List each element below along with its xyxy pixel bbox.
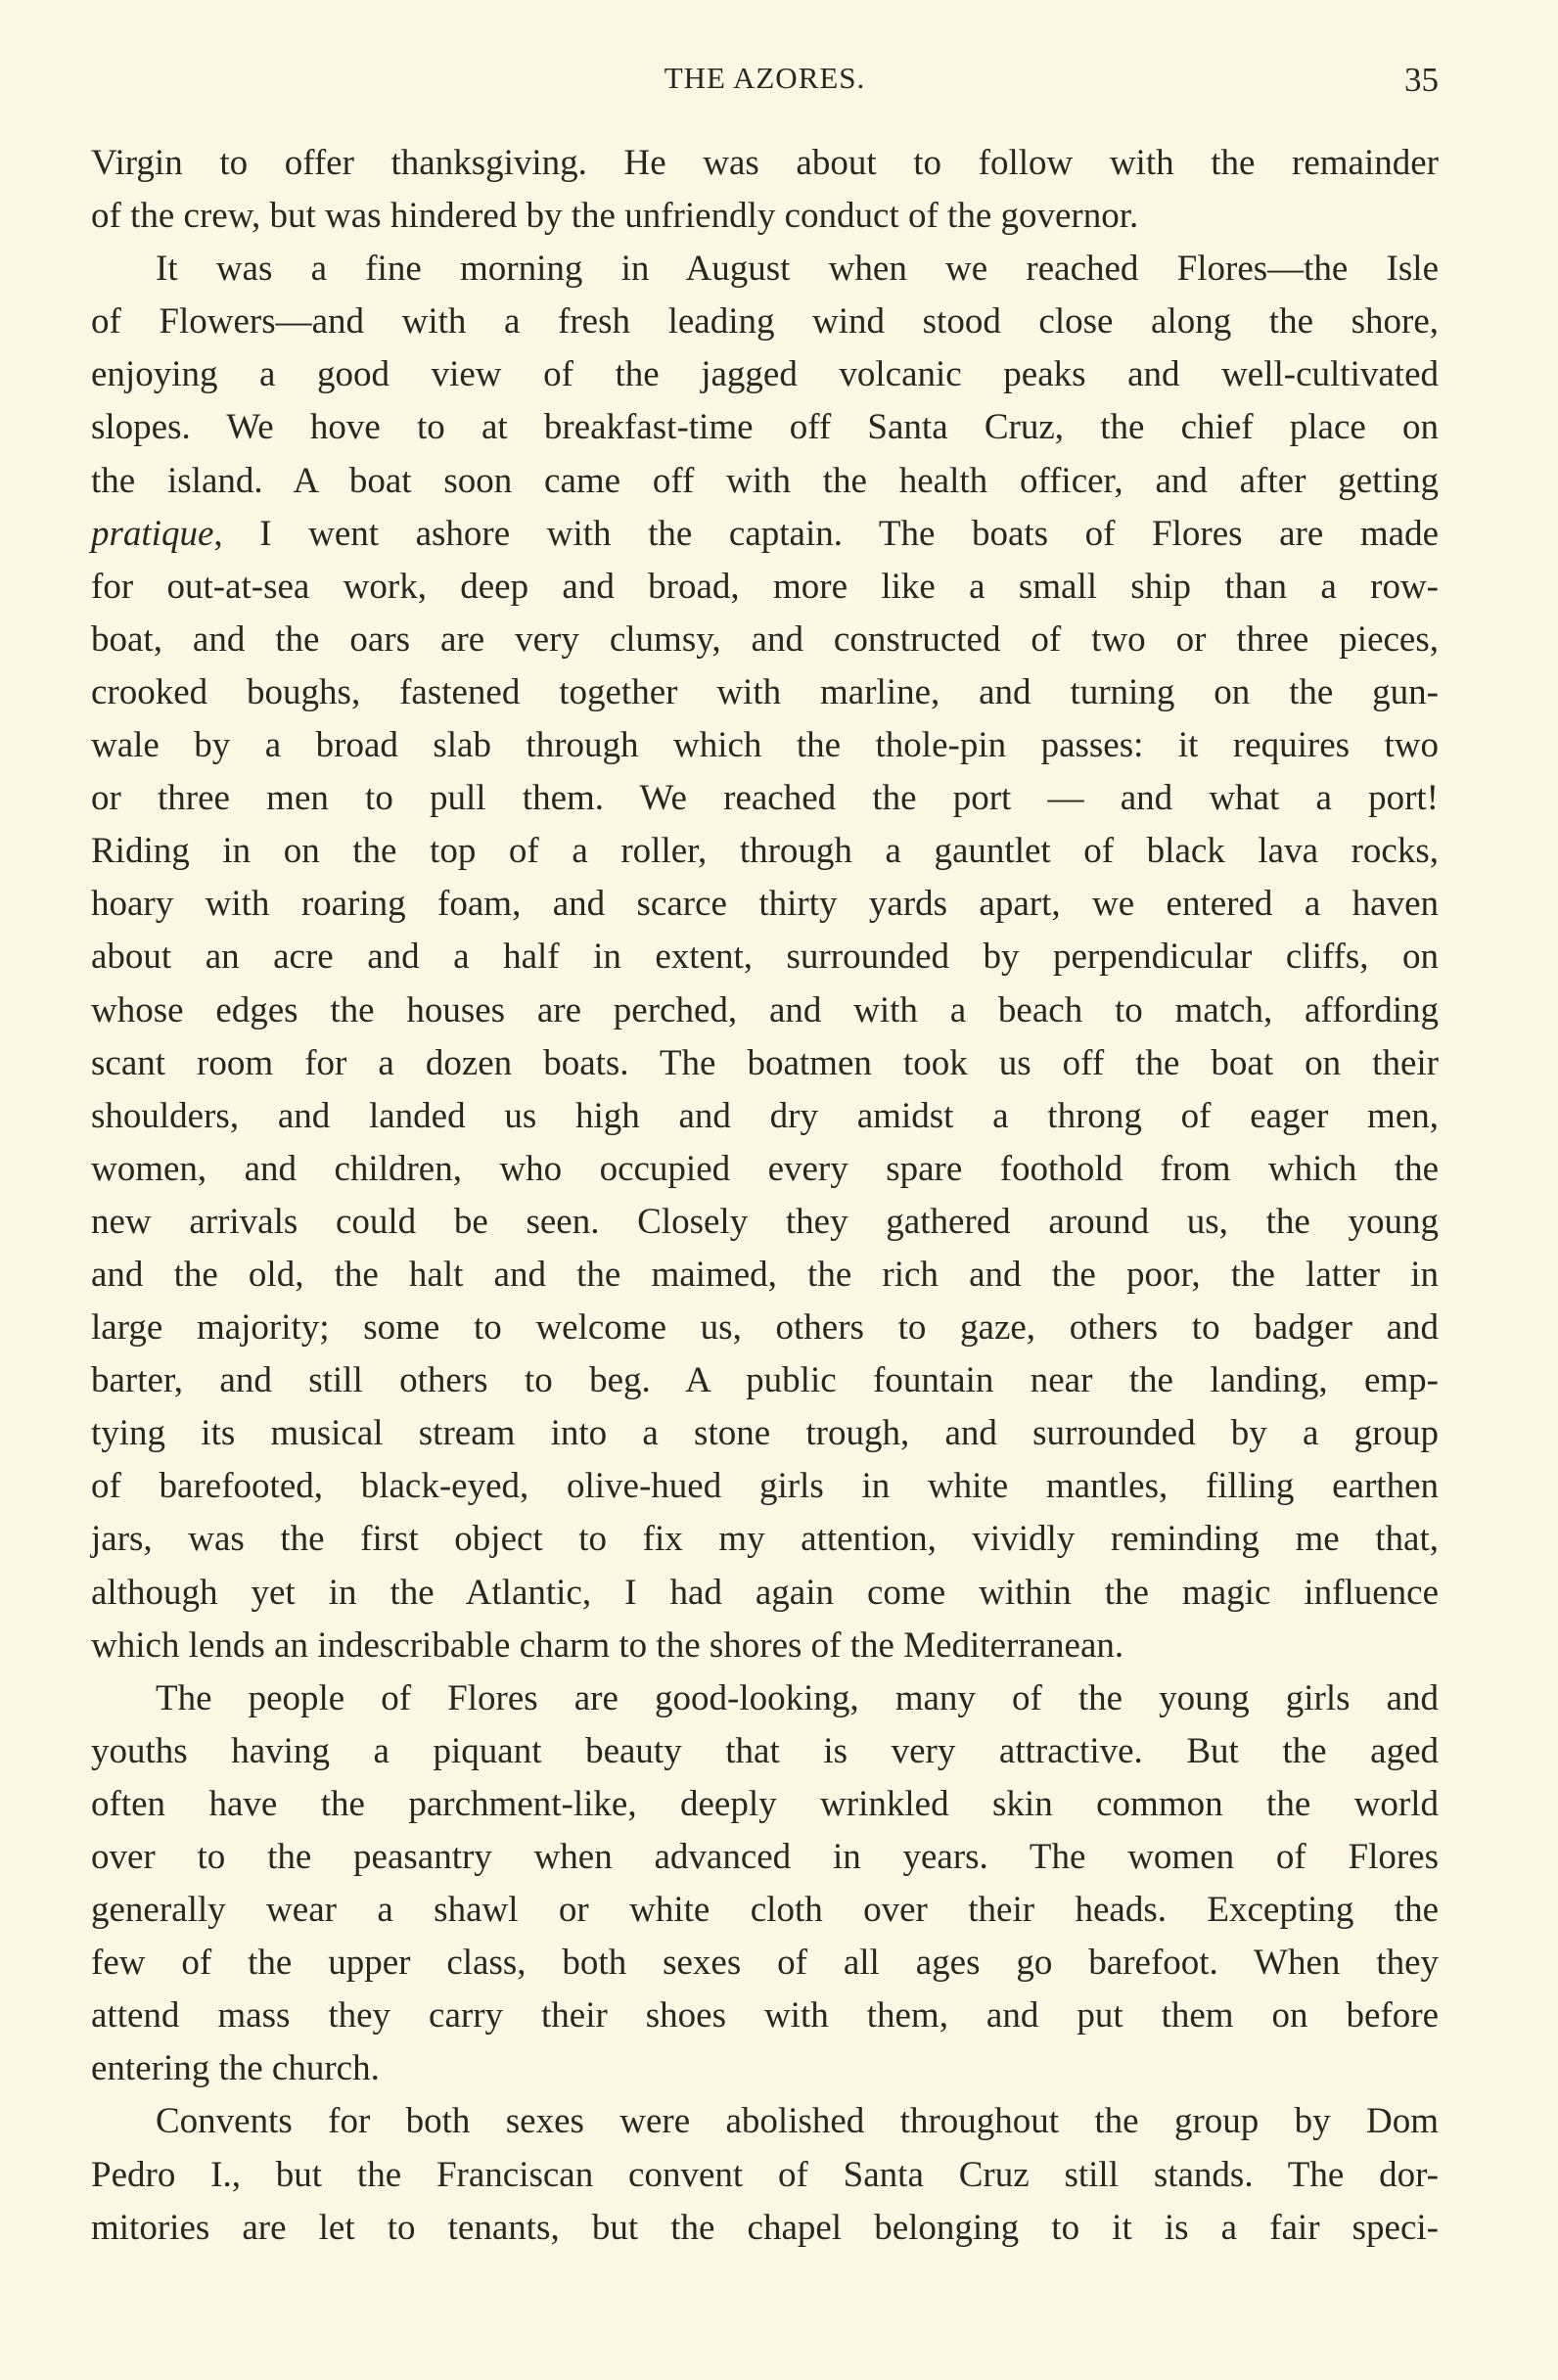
line-text: of barefooted, black-eyed, olive-hued girls in white mantles, filling earthen — [91, 1466, 1439, 1507]
text-line — [91, 2149, 1439, 2202]
text-line — [91, 243, 1439, 296]
text-line — [91, 666, 1439, 719]
line-text: of Flowers—and with a fresh leading wind stood close along the shore, — [91, 301, 1439, 343]
text-line — [91, 508, 1439, 561]
line-text: Convents for both sexes were abolished throughout the group by Dom — [156, 2101, 1439, 2142]
text-line — [91, 931, 1439, 984]
text-line — [91, 296, 1439, 348]
line-text: enjoying a good view of the jagged volcanic peaks and well-cultivated — [91, 354, 1439, 395]
line-text: Riding in on the top of a roller, through a gauntlet of black lava rocks, — [91, 831, 1439, 872]
text-line — [91, 2202, 1439, 2255]
line-text: , I went ashore with the captain. The boats of Flores are made — [213, 513, 1439, 554]
text-line — [91, 2042, 1439, 2095]
body-text — [91, 137, 1439, 2255]
line-text: large majority; some to welcome us, others to gaze, others to badger and — [91, 1307, 1439, 1349]
text-line — [91, 772, 1439, 825]
line-text: about an acre and a half in extent, surrounded by perpendicular cliffs, on — [91, 937, 1439, 978]
line-text: whose edges the houses are perched, and with a beach to match, affording — [91, 989, 1439, 1030]
line-text: shoulders, and landed us high and dry amidst a throng of eager men, — [91, 1095, 1439, 1136]
text-line — [91, 2095, 1439, 2148]
line-text: women, and children, who occupied every spare foothold from which the — [91, 1148, 1439, 1189]
text-line — [91, 984, 1439, 1037]
text-line — [91, 878, 1439, 931]
line-text: jars, was the first object to fix my attention, vividly reminding me that, — [91, 1519, 1439, 1560]
text-line — [91, 455, 1439, 508]
text-line — [91, 348, 1439, 401]
italic-word: pratique — [91, 513, 214, 554]
line-text: and the old, the halt and the maimed, the rich and the poor, the latter in — [91, 1254, 1439, 1295]
line-text: over to the peasantry when advanced in years. The women of Flores — [91, 1837, 1439, 1877]
line-text: crooked boughs, fastened together with marline, and turning on the gun- — [91, 671, 1439, 712]
text-line — [91, 1884, 1439, 1937]
text-line — [91, 1302, 1439, 1354]
text-line — [91, 1249, 1439, 1302]
text-line — [91, 1513, 1439, 1566]
text-line — [91, 1354, 1439, 1407]
line-text: It was a fine morning in August when we reached Flores—the Isle — [156, 249, 1439, 290]
text-line — [91, 1937, 1439, 1990]
line-text: wale by a broad slab through which the thole-pin passes: it requires two — [91, 725, 1439, 766]
line-text: barter, and still others to beg. A public fountain near the landing, emp- — [91, 1360, 1439, 1401]
line-text: tying its musical stream into a stone trough, and surrounded by a group — [91, 1413, 1439, 1454]
text-line — [91, 190, 1439, 243]
line-text: scant room for a dozen boats. The boatmen took us off the boat on their — [91, 1042, 1439, 1083]
line-text: hoary with roaring foam, and scarce thirty yards apart, we entered a haven — [91, 884, 1439, 925]
text-line — [91, 1090, 1439, 1143]
line-text: The people of Flores are good-looking, many of the young girls and — [156, 1677, 1439, 1718]
line-text: new arrivals could be seen. Closely they gathered around us, the young — [91, 1201, 1439, 1242]
line-text: entering the church. — [91, 2048, 380, 2089]
text-line — [91, 561, 1439, 614]
text-line — [91, 1778, 1439, 1831]
text-line — [91, 1672, 1439, 1725]
text-line — [91, 137, 1439, 190]
line-text: which lends an indescribable charm to the shores of the Mediterranean. — [91, 1625, 1124, 1666]
text-line — [91, 719, 1439, 772]
line-text: the island. A boat soon came off with the health officer, and after getting — [91, 460, 1439, 501]
text-line — [91, 1196, 1439, 1249]
text-line — [91, 1620, 1439, 1672]
line-text: generally wear a shawl or white cloth over their heads. Excepting the — [91, 1890, 1439, 1931]
line-text: Pedro I., but the Franciscan convent of Santa Cruz still stands. The dor- — [91, 2154, 1439, 2195]
text-line — [91, 1567, 1439, 1620]
line-text: attend mass they carry their shoes with them, and put them on before — [91, 1995, 1439, 2037]
text-line — [91, 1990, 1439, 2042]
text-line — [91, 825, 1439, 878]
line-text: or three men to pull them. We reached the port — and what a port! — [91, 778, 1439, 819]
text-line — [91, 1407, 1439, 1460]
line-text: slopes. We hove to at breakfast-time off Santa Cruz, the chief place on — [91, 407, 1439, 448]
line-text: although yet in the Atlantic, I had again come within the magic influence — [91, 1572, 1439, 1613]
line-text: of the crew, but was hindered by the unfriendly conduct of the governor. — [91, 196, 1139, 237]
text-line — [91, 1143, 1439, 1196]
running-title: THE AZORES. — [664, 61, 866, 95]
text-line — [91, 1725, 1439, 1778]
line-text: youths having a piquant beauty that is very attractive. But the aged — [91, 1730, 1439, 1771]
text-line — [91, 1460, 1439, 1513]
text-line — [91, 1037, 1439, 1090]
text-line — [91, 401, 1439, 454]
text-line — [91, 614, 1439, 666]
line-text: often have the parchment-like, deeply wrinkled skin common the world — [91, 1783, 1439, 1824]
line-text: boat, and the oars are very clumsy, and constructed of two or three pieces, — [91, 618, 1439, 660]
line-text: mitories are let to tenants, but the chapel belonging to it is a fair speci- — [91, 2207, 1439, 2248]
page-number: 35 — [1404, 61, 1439, 99]
page-header — [91, 61, 1439, 104]
line-text: few of the upper class, both sexes of all ages go barefoot. When they — [91, 1943, 1439, 1984]
text-line — [91, 1831, 1439, 1884]
line-text: for out-at-sea work, deep and broad, more like a small ship than a row- — [91, 566, 1439, 607]
line-text: Virgin to offer thanksgiving. He was about to follow with the remainder — [91, 143, 1439, 183]
